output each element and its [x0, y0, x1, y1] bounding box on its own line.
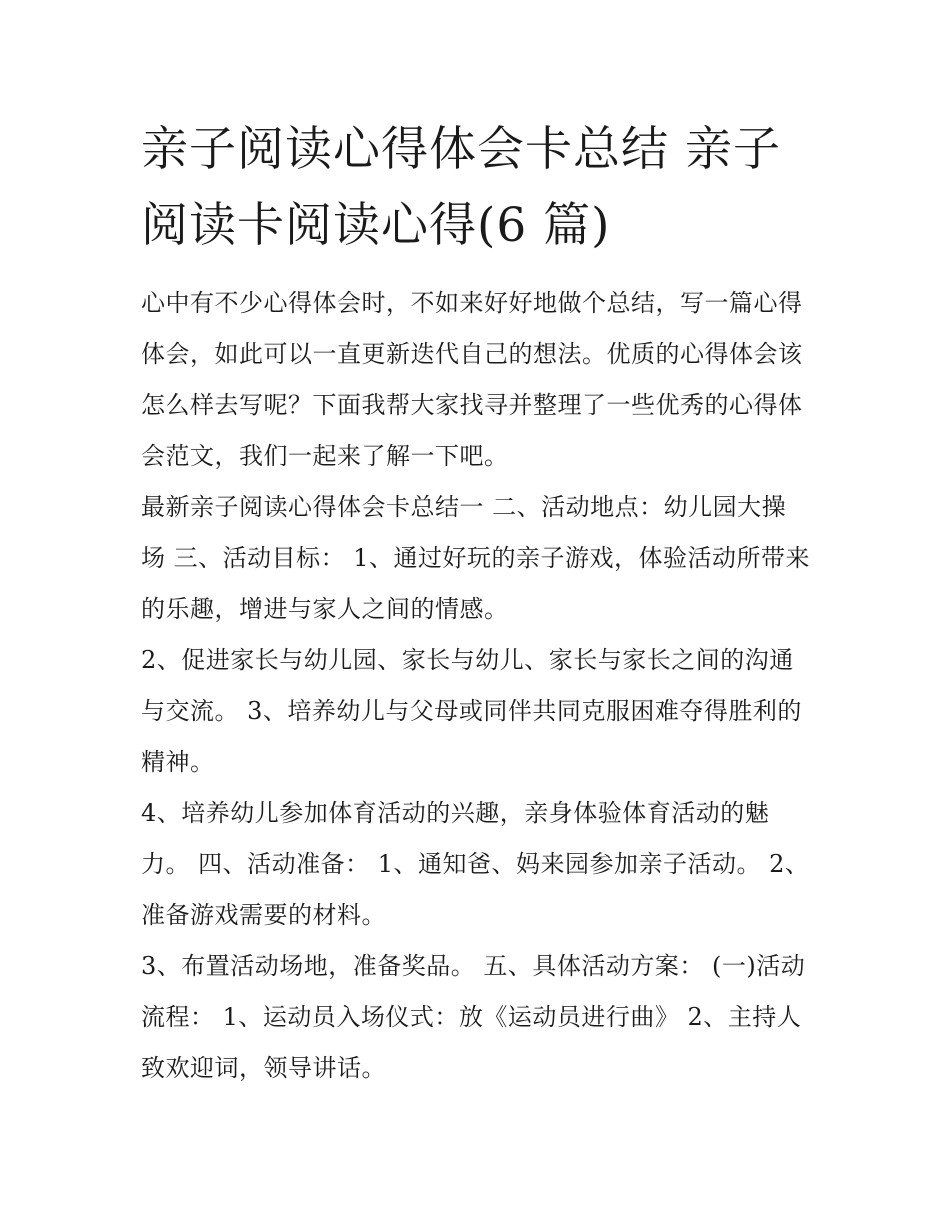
text-line: 会范文，我们一起来了解一下吧。: [141, 442, 509, 470]
text-line: 力。 四、活动准备： 1、通知爸、妈来园参加亲子活动。 2、: [141, 850, 810, 878]
body-paragraph: [141, 788, 821, 941]
text-line: 3、布置活动场地，准备奖品。 五、具体活动方案： (一)活动: [141, 952, 806, 980]
body-paragraph: [141, 635, 821, 788]
document-page: [141, 112, 821, 1094]
text-line: 体会，如此可以一直更新迭代自己的想法。优质的心得体会该: [141, 340, 803, 368]
text-line: 心中有不少心得体会时，不如来好好地做个总结，写一篇心得: [141, 289, 803, 317]
text-line: 最新亲子阅读心得体会卡总结一 二、活动地点：幼儿园大操: [141, 493, 787, 521]
text-line: 场 三、活动目标： 1、通过好玩的亲子游戏，体验活动所带来: [141, 544, 811, 572]
text-line: 流程： 1、运动员入场仪式：放《运动员进行曲》 2、主持人: [141, 1003, 802, 1031]
intro-paragraph: [141, 278, 821, 482]
text-line: 的乐趣，增进与家人之间的情感。: [141, 595, 509, 623]
text-line: 精神。: [141, 748, 215, 776]
text-line: 4、培养幼儿参加体育活动的兴趣，亲身体验体育活动的魅: [141, 799, 770, 827]
document-title: [141, 112, 821, 264]
body-paragraph: [141, 482, 821, 635]
body-paragraph: [141, 941, 821, 1094]
title-line: 亲子阅读心得体会卡总结 亲子: [141, 122, 781, 177]
text-line: 准备游戏需要的材料。: [141, 901, 386, 929]
text-line: 2、促进家长与幼儿园、家长与幼儿、家长与家长之间的沟通: [141, 646, 794, 674]
text-line: 与交流。 3、培养幼儿与父母或同伴共同克服困难夺得胜利的: [141, 697, 802, 725]
title-line: 阅读卡阅读心得(6 篇): [141, 198, 611, 253]
text-line: 致欢迎词，领导讲话。: [141, 1054, 386, 1082]
text-line: 怎么样去写呢？下面我帮大家找寻并整理了一些优秀的心得体: [141, 391, 803, 419]
